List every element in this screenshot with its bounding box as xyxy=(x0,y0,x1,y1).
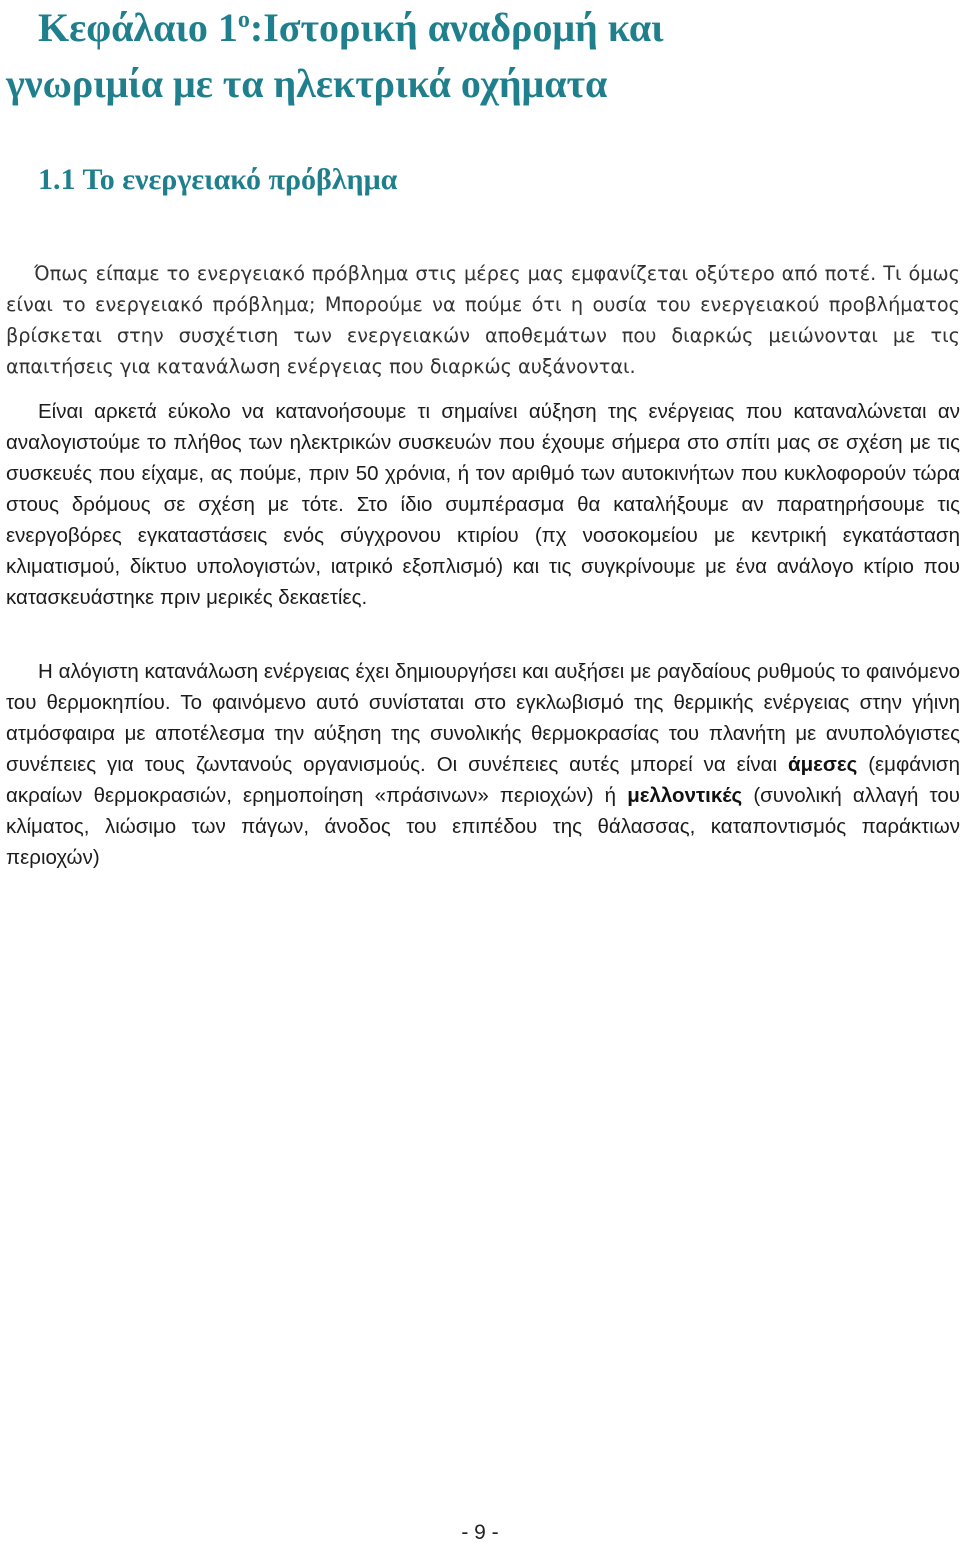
chapter-title xyxy=(6,0,956,112)
paragraph-2-text: Είναι αρκετά εύκολο να κατανοήσουμε τι σημαίνει αύξηση της ενέργειας που καταναλώνεται αν αναλογιστούμε το πλήθος των ηλεκτρικών συσκευών που έχουμε σήμερα στο σπίτι μας σε σχέση με τις συσκευές που είχαμε, ας πούμε, πριν 50 χρόνια, ή τον αριθμό των αυτοκινήτων που κυκλοφορούν τώρα στους δρόμους σε σχέση με τότε. Στο ίδιο συμπέρασμα θα καταλήξουμε αν παρατηρήσουμε τις ενεργοβόρες εγκαταστάσεις ενός σύγχρονου κτιρίου (πχ νοσοκομείου με κεντρική εγκατάσταση κλιματισμού, δίκτυο υπολογιστών, ιατρικό εξοπλισμό) και τις συγκρίνουμε με ένα ανάλογο κτίριο που κατασκευάστηκε πριν μερικές δεκαετίες. xyxy=(6,400,960,609)
paragraph-1-text: Όπως είπαμε το ενεργειακό πρόβλημα στις μέρες μας εμφανίζεται οξύτερο από ποτέ. Τι όμως είναι το ενεργειακό πρόβλημα; Μπορούμε να πούμε ότι η ουσία του ενεργειακού προβλήματος βρίσκεται στην συσχέτιση των ενεργειακών αποθεμάτων που διαρκώς μειώνονται με τις απαιτήσεις για κατανάλωση ενέργειας που διαρκώς αυξάνονται. xyxy=(6,262,960,378)
chapter-title-line1 xyxy=(6,0,956,56)
paragraph-2 xyxy=(6,396,960,613)
emphasis-immediate: άμεσες xyxy=(787,753,858,776)
page-number: - 9 - xyxy=(461,1521,499,1544)
paragraph-3-text-c: (συνολική αλλαγή του κλίματος, λιώσιμο των πάγων, άνοδος του επιπέδου της θάλασσας, καταποντισμός παράκτιων περιοχών) xyxy=(6,784,960,869)
chapter-title-line2: γνωριμία με τα ηλεκτρικά οχήματα xyxy=(6,61,608,106)
chapter-title-part2: :Ιστορική αναδρομή και xyxy=(249,5,664,50)
chapter-title-superscript: ο xyxy=(237,7,250,33)
section-title: 1.1 Το ενεργειακό πρόβλημα xyxy=(38,163,398,196)
chapter-title-part1: Κεφάλαιο 1 xyxy=(38,5,238,50)
paragraph-3 xyxy=(6,656,960,873)
paragraph-3-text-a: Η αλόγιστη κατανάλωση ενέργειας έχει δημιουργήσει και αυξήσει με ραγδαίους ρυθμούς το φαινόμενο του θερμοκηπίου. Το φαινόμενο αυτό συνίσταται στο εγκλωβισμό της θερμικής ενέργειας στην γήινη ατμόσφαιρα με αποτέλεσμα την αύξηση της συνολικής θερμοκρασίας του πλανήτη με ανυπολόγιστες συνέπειες για τους ζωντανούς οργανισμούς. Οι συνέπειες αυτές μπορεί να είναι xyxy=(6,660,960,776)
paragraph-1 xyxy=(6,258,960,382)
emphasis-future: μελλοντικές xyxy=(627,784,743,807)
paragraph-3-text-b: (εμφάνιση ακραίων θερμοκρασιών, ερημοποίηση «πράσινων» περιοχών) ή xyxy=(6,753,960,807)
